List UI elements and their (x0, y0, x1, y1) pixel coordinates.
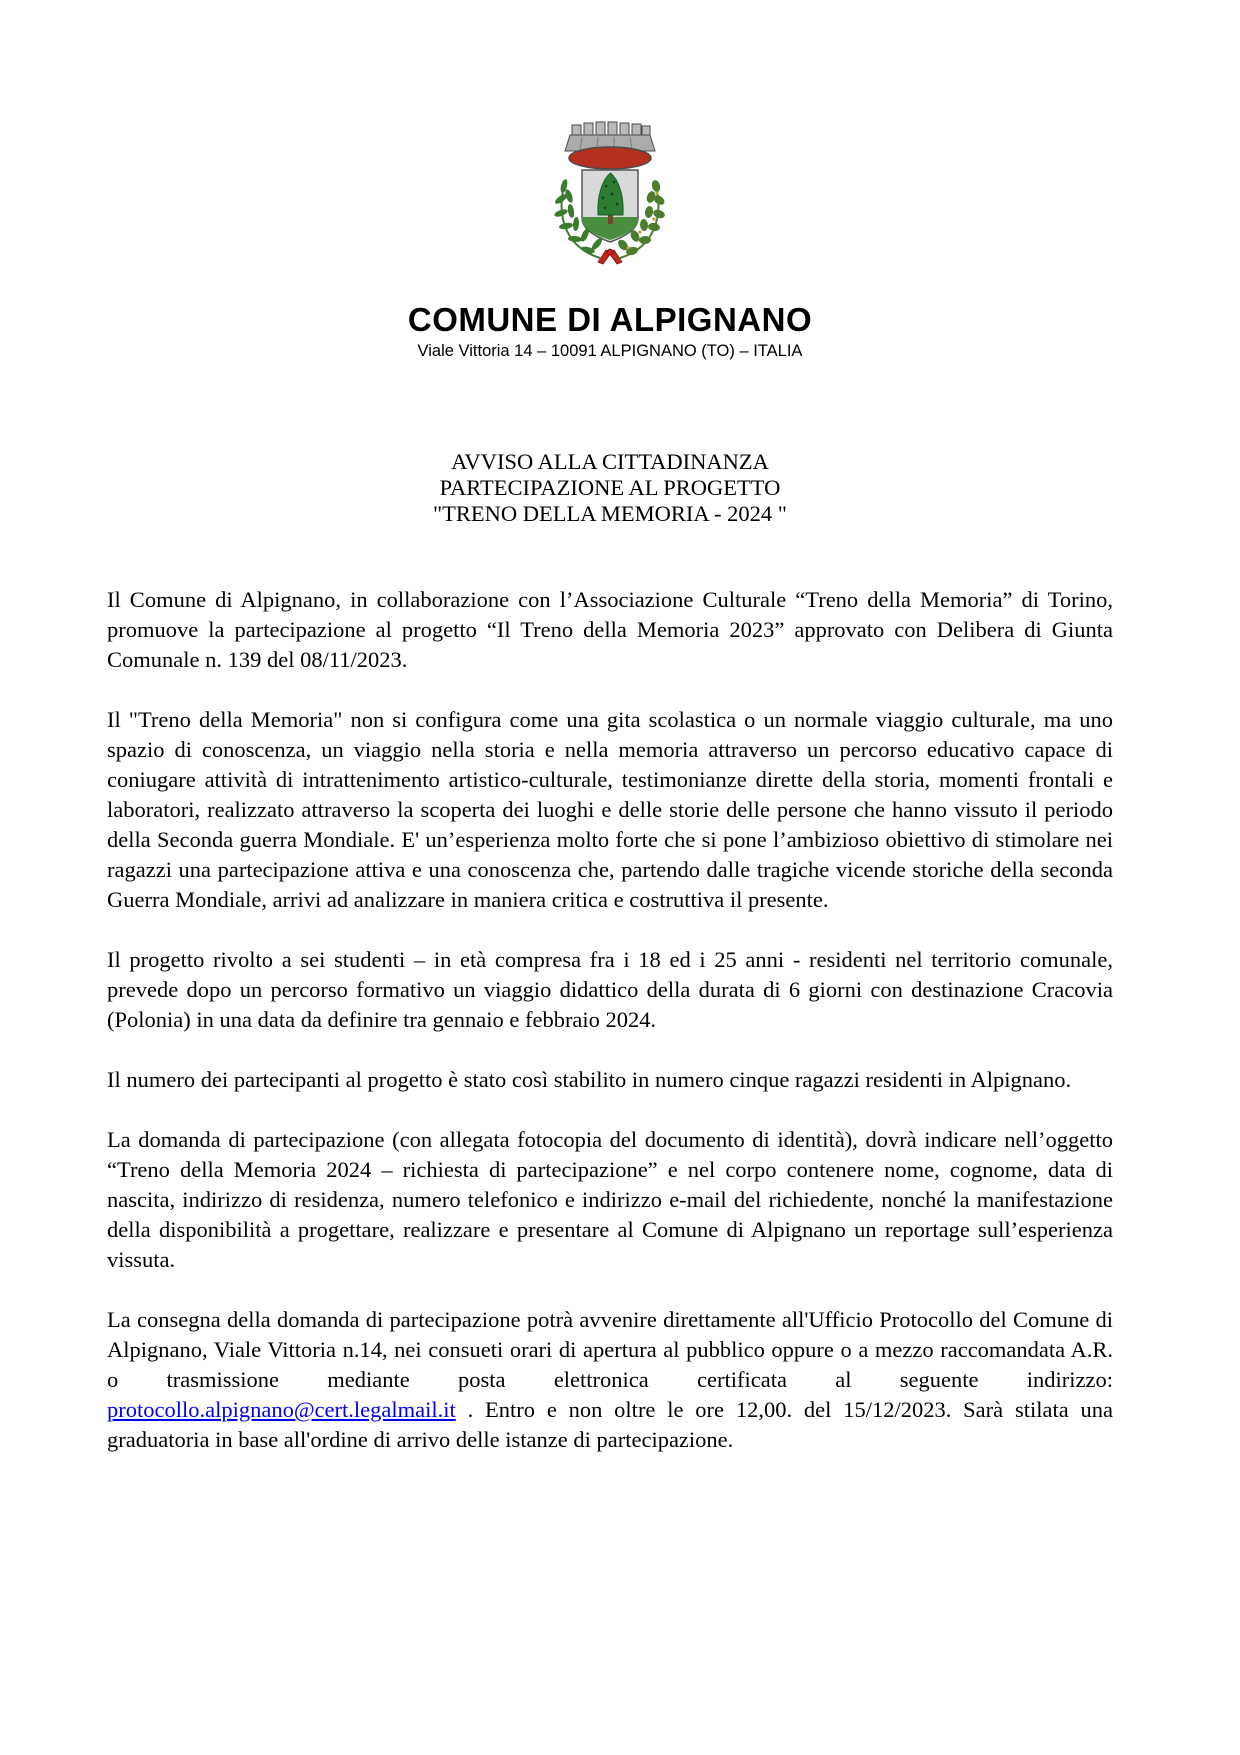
submission-text-after-link: . Entro e non oltre le ore 12,00. del 15/12/2023. Sarà stilata una graduatoria in base all'ordine di arrivo delle istanze di partecipazione. (107, 1397, 1113, 1452)
pec-email-link[interactable]: protocollo.alpignano@cert.legalmail.it (107, 1397, 456, 1422)
paragraph-intro: Il Comune di Alpignano, in collaborazione con l’Associazione Culturale “Treno della Memoria” di Torino, promuove la partecipazione al progetto “Il Treno della Memoria 2023” approvato con Delibera di Giunta Comunale n. 139 del 08/11/2023. (107, 587, 1113, 672)
notice-body (107, 585, 1113, 1455)
notice-heading (107, 449, 1113, 527)
notice-heading-line-1: AVVISO ALLA CITTADINANZA (451, 449, 769, 474)
paragraph-participants-number: Il numero dei partecipanti al progetto è stato così stabilito in numero cinque ragazzi residenti in Alpignano. (107, 1067, 1072, 1092)
municipality-title: COMUNE DI ALPIGNANO (407, 301, 813, 338)
submission-text-before-link: La consegna della domanda di partecipazione potrà avvenire direttamente all'Ufficio Protocollo del Comune di Alpignano, Viale Vittoria n.14, nei consueti orari di apertura al pubblico oppure o a mezzo raccomandata A.R. o trasmissione mediante posta elettronica certificata al seguente indirizzo: (107, 1307, 1113, 1392)
municipal-crest (107, 120, 1113, 271)
paragraph-target-students: Il progetto rivolto a sei studenti – in età compresa fra i 18 ed i 25 anni - residenti nel territorio comunale, prevede dopo un percorso formativo un viaggio didattico della durata di 6 giorni con destinazione Cracovia (Polonia) in una data da definire tra gennaio e febbraio 2024. (107, 947, 1113, 1032)
notice-heading-line-3: "TRENO DELLA MEMORIA - 2024 " (433, 501, 787, 526)
shield-icon (582, 170, 638, 242)
paragraph-submission (107, 1305, 1113, 1455)
document-content (107, 0, 1113, 1485)
notice-heading-line-2: PARTECIPAZIONE AL PROGETTO (439, 475, 781, 500)
paragraph-application-requirements: La domanda di partecipazione (con allegata fotocopia del documento di identità), dovrà indicare nell’oggetto “Treno della Memoria 2024 – richiesta di partecipazione” e nel corpo contenere nome, cognome, data di nascita, indirizzo di residenza, numero telefonico e indirizzo e-mail del richiedente, nonché la manifestazione della disponibilità a progettare, realizzare e presentare al Comune di Alpignano un reportage sull’esperienza vissuta. (107, 1127, 1113, 1272)
mural-crown-icon (565, 122, 655, 169)
coat-of-arms-icon (542, 120, 678, 266)
ribbon-icon (598, 249, 622, 264)
paragraph-project-description: Il "Treno della Memoria" non si configura come una gita scolastica o un normale viaggio culturale, ma uno spazio di conoscenza, un viaggio nella storia e nella memoria attraverso un percorso educativo capace di coniugare attività di intrattenimento artistico-culturale, testimonianze dirette della storia, momenti frontali e laboratori, realizzato attraverso la scoperta dei luoghi e delle storie delle persone che hanno vissuto il periodo della Seconda guerra Mondiale. E' un’esperienza molto forte che si pone l’ambizioso obiettivo di stimolare nei ragazzi una partecipazione attiva e una conoscenza che, partendo dalle tragiche vicende storiche della seconda Guerra Mondiale, arrivi ad analizzare in maniera critica e costruttiva il presente. (107, 707, 1113, 912)
municipality-address: Viale Vittoria 14 – 10091 ALPIGNANO (TO) – ITALIA (417, 342, 803, 360)
